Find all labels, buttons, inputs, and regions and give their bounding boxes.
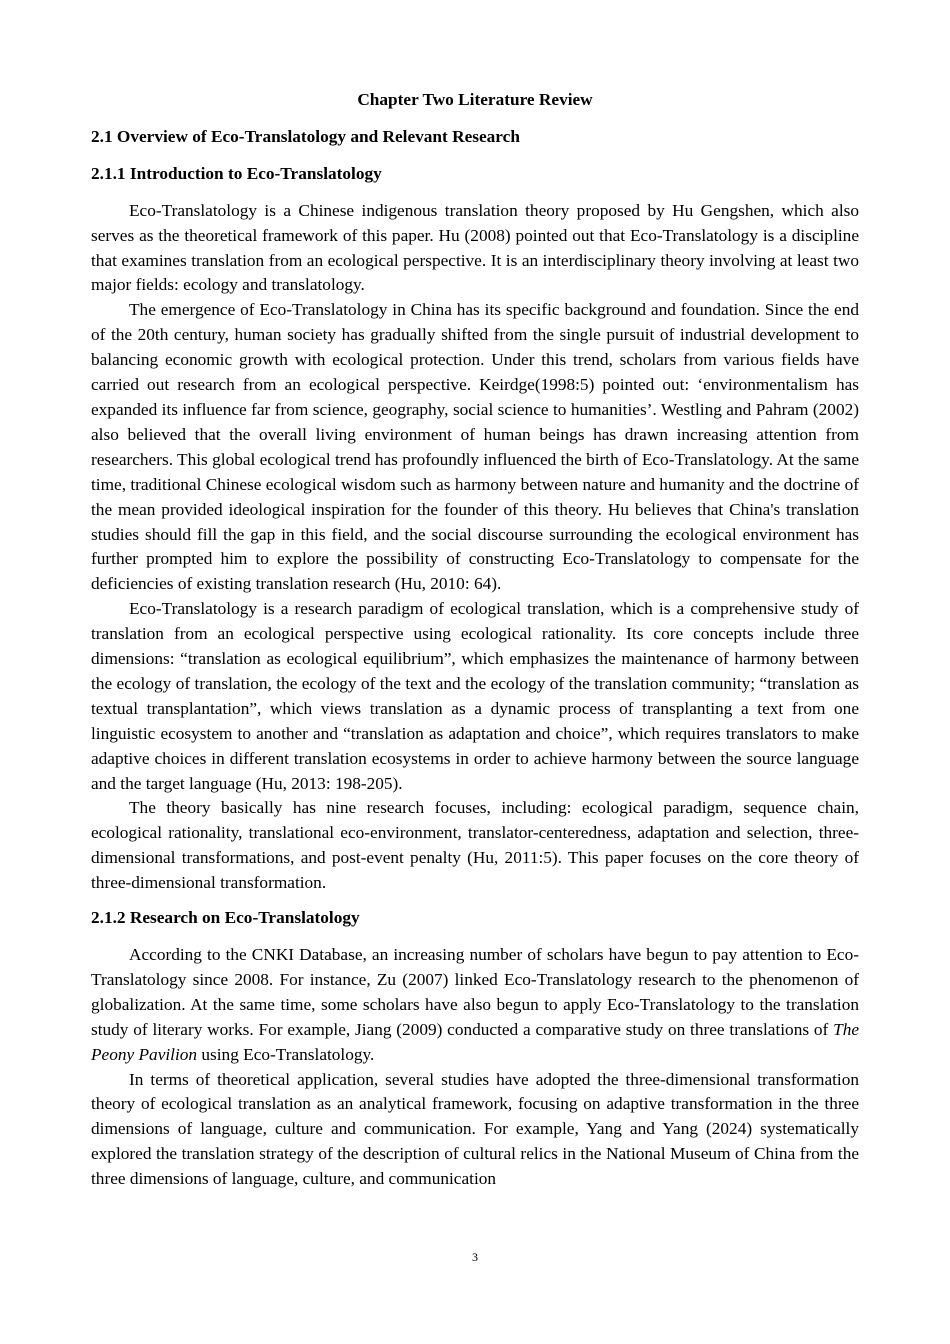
paragraph-research-1-text-a: According to the CNKI Database, an increasing number of scholars have begun to pay attention to Eco-Translatology since 2008. For instance, Zu (2007) linked Eco-Translatology research to the phenomenon of globalization. At the same time, some scholars have also begun to apply Eco-Translatology to the translation study of literary works. For example, Jiang (2009) conducted a comparative study on three translations of: [91, 945, 859, 1039]
section-heading-2-1: 2.1 Overview of Eco-Translatology and Relevant Research: [91, 126, 520, 146]
document-page: [91, 88, 859, 1192]
paragraph-research-2: In terms of theoretical application, several studies have adopted the three-dimensional transformation theory of ecological translation as an analytical framework, focusing on adaptive transformation in the three dimensions of language, culture and communication. For example, Yang and Yang (2024) systematically explored the translation strategy of the description of cultural relics in the National Museum of China from the three dimensions of language, culture, and communication: [91, 1069, 859, 1189]
paragraph-research-1: [91, 943, 859, 1068]
paragraph-intro-4: The theory basically has nine research focuses, including: ecological paradigm, sequence chain, ecological rationality, translational eco-environment, translator-centeredness, adaptation and selection, three-dimensional transformations, and post-event penalty (Hu, 2011:5). This paper focuses on the core theory of three-dimensional transformation.: [91, 798, 859, 893]
page-number: 3: [472, 1250, 478, 1264]
work-title: The Peony Pavilion: [91, 1019, 859, 1064]
chapter-title: Chapter Two Literature Review: [357, 90, 593, 109]
paragraph-intro-3: Eco-Translatology is a research paradigm of ecological translation, which is a comprehensive study of translation from an ecological perspective using ecological rationality. Its core concepts include three dimensions: “translation as ecological equilibrium”, which emphasizes the maintenance of harmony between the ecology of translation, the ecology of the text and the ecology of the translation community; “translation as textual transplantation”, which views translation as a dynamic process of transplanting a text from one linguistic ecosystem to another and “translation as adaptation and choice”, which requires translators to make adaptive choices in different translation ecosystems in order to achieve harmony between the source language and the target language (Hu, 2013: 198-205).: [91, 599, 859, 793]
section-heading-2-1-2: 2.1.2 Research on Eco-Translatology: [91, 908, 360, 928]
paragraph-research-1-text-b: using Eco-Translatology.: [197, 1044, 375, 1064]
paragraph-intro-2: The emergence of Eco-Translatology in China has its specific background and foundation. Since the end of the 20th century, human society has gradually shifted from the single pursuit of industrial development to balancing economic growth with ecological protection. Under this trend, scholars from various fields have carried out research from an ecological perspective. Keirdge(1998:5) pointed out: ‘environmentalism has expanded its influence far from science, geography, social science to humanities’. Westling and Pahram (2002) also believed that the overall living environment of human beings has drawn increasing attention from researchers. This global ecological trend has profoundly influenced the birth of Eco-Translatology. At the same time, traditional Chinese ecological wisdom such as harmony between nature and humanity and the doctrine of the mean provided ideological inspiration for the founder of this theory. Hu believes that China's translation studies should fill the gap in this field, and the social discourse surrounding the ecological environment has further prompted him to explore the possibility of constructing Eco-Translatology to compensate for the deficiencies of existing translation research (Hu, 2010: 64).: [91, 300, 859, 594]
section-heading-2-1-1: 2.1.1 Introduction to Eco-Translatology: [91, 163, 382, 183]
paragraph-intro-1: Eco-Translatology is a Chinese indigenous translation theory proposed by Hu Gengshen, which also serves as the theoretical framework of this paper. Hu (2008) pointed out that Eco-Translatology is a discipline that examines translation from an ecological perspective. It is an interdisciplinary theory involving at least two major fields: ecology and translatology.: [91, 200, 859, 295]
